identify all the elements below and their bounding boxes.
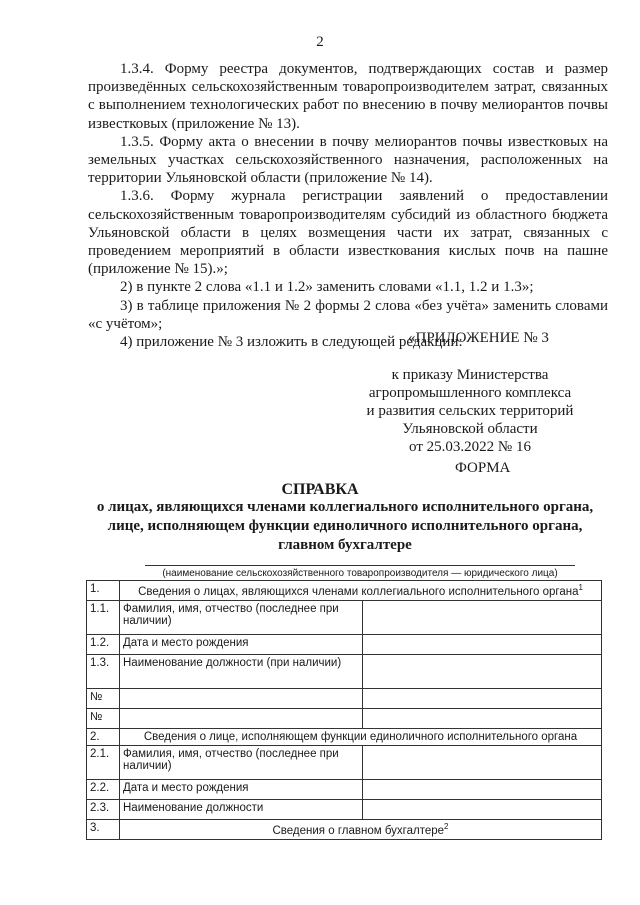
row-label: Фамилия, имя, отчество (последнее при наличии) bbox=[120, 600, 363, 634]
form-label: ФОРМА bbox=[455, 460, 511, 476]
table-row bbox=[87, 581, 602, 601]
value-cell[interactable] bbox=[363, 799, 602, 819]
table-row bbox=[87, 799, 602, 819]
value-cell[interactable] bbox=[363, 745, 602, 779]
footnote-mark: 1 bbox=[578, 583, 583, 592]
section-number: 3. bbox=[87, 819, 120, 839]
doc-title: СПРАВКА bbox=[281, 481, 359, 498]
table-row bbox=[87, 600, 602, 634]
table-row bbox=[87, 654, 602, 688]
section-number: 1. bbox=[87, 581, 120, 601]
section-title-cell bbox=[120, 581, 602, 601]
value-cell[interactable] bbox=[363, 708, 602, 728]
appendix-line: от 25.03.2022 № 16 bbox=[409, 439, 531, 455]
row-number: № bbox=[87, 688, 120, 708]
appendix-line: и развития сельских территорий bbox=[366, 403, 574, 419]
row-label: Наименование должности bbox=[120, 799, 363, 819]
appendix-line: Ульяновской области bbox=[402, 421, 538, 437]
value-cell[interactable] bbox=[363, 688, 602, 708]
body-text bbox=[88, 60, 608, 351]
paragraph-item-3: 3) в таблице приложения № 2 формы 2 слова «без учёта» заменить словами «с учётом»; bbox=[88, 297, 608, 332]
info-table bbox=[86, 580, 602, 840]
org-name-line bbox=[145, 565, 575, 566]
appendix-line: к приказу Министерства bbox=[391, 367, 549, 383]
value-cell[interactable] bbox=[363, 600, 602, 634]
row-label: Дата и место рождения bbox=[120, 779, 363, 799]
table-row bbox=[87, 728, 602, 745]
table-row bbox=[87, 688, 602, 708]
row-number: 1.2. bbox=[87, 634, 120, 654]
section-title: Сведения о главном бухгалтере bbox=[272, 824, 445, 837]
row-number: 2.3. bbox=[87, 799, 120, 819]
paragraph-item-2: 2) в пункте 2 слова «1.1 и 1.2» заменить словами «1.1, 1.2 и 1.3»; bbox=[120, 279, 534, 296]
row-label: Фамилия, имя, отчество (последнее при наличии) bbox=[120, 745, 363, 779]
row-label bbox=[120, 708, 363, 728]
section-title: Сведения о лице, исполняющем функции единоличного исполнительного органа bbox=[120, 728, 602, 745]
page-number: 2 bbox=[316, 34, 324, 50]
row-label bbox=[120, 688, 363, 708]
value-cell[interactable] bbox=[363, 654, 602, 688]
row-number: № bbox=[87, 708, 120, 728]
footnote-mark: 2 bbox=[444, 821, 449, 831]
table-row bbox=[87, 708, 602, 728]
appendix-line: агропромышленного комплекса bbox=[368, 385, 572, 401]
value-cell[interactable] bbox=[363, 634, 602, 654]
row-label: Наименование должности (при наличии) bbox=[120, 654, 363, 688]
paragraph-1-3-5: 1.3.5. Форму акта о внесении в почву мелиорантов почвы известковых на земельных участках сельскохозяйственного назначения, расположенных на территории Ульяновской области (приложение № 14). bbox=[88, 133, 608, 187]
table-row bbox=[87, 819, 602, 839]
row-number: 2.1. bbox=[87, 745, 120, 779]
row-number: 1.1. bbox=[87, 600, 120, 634]
org-caption: (наименование сельскохозяйственного товаропроизводителя — юридического лица) bbox=[162, 568, 558, 579]
paragraph-item-4: 4) приложение № 3 изложить в следующей редакции: bbox=[120, 334, 463, 351]
row-number: 2.2. bbox=[87, 779, 120, 799]
section-title: Сведения о лицах, являющихся членами коллегиального исполнительного органа bbox=[138, 585, 579, 598]
table-row bbox=[87, 745, 602, 779]
section-number: 2. bbox=[87, 728, 120, 745]
paragraph-1-3-4: 1.3.4. Форму реестра документов, подтверждающих состав и размер произведённых сельскохозяйственным товаропроизводителем затрат, связанных с выполнением технологических работ по внесению в почву мелиорантов почвы известковых (приложение № 13). bbox=[88, 61, 608, 132]
table-row bbox=[87, 779, 602, 799]
appendix-title: «ПРИЛОЖЕНИЕ № 3 bbox=[408, 330, 549, 346]
section-title-cell bbox=[120, 819, 602, 839]
table-row bbox=[87, 634, 602, 654]
row-number: 1.3. bbox=[87, 654, 120, 688]
paragraph-1-3-6: 1.3.6. Форму журнала регистрации заявлений о предоставлении сельскохозяйственным товаропроизводителям субсидий из областного бюджета Ульяновской области в целях возмещения части их затрат, связанных с проведением мероприятий в области известкования кислых почв на пашне (приложение № 15).»; bbox=[88, 188, 608, 278]
row-label: Дата и место рождения bbox=[120, 634, 363, 654]
value-cell[interactable] bbox=[363, 779, 602, 799]
doc-subtitle: о лицах, являющихся членами коллегиального исполнительного органа, лице, исполняющем функции единоличного исполнительного органа, главном бухгалтере bbox=[96, 499, 594, 553]
